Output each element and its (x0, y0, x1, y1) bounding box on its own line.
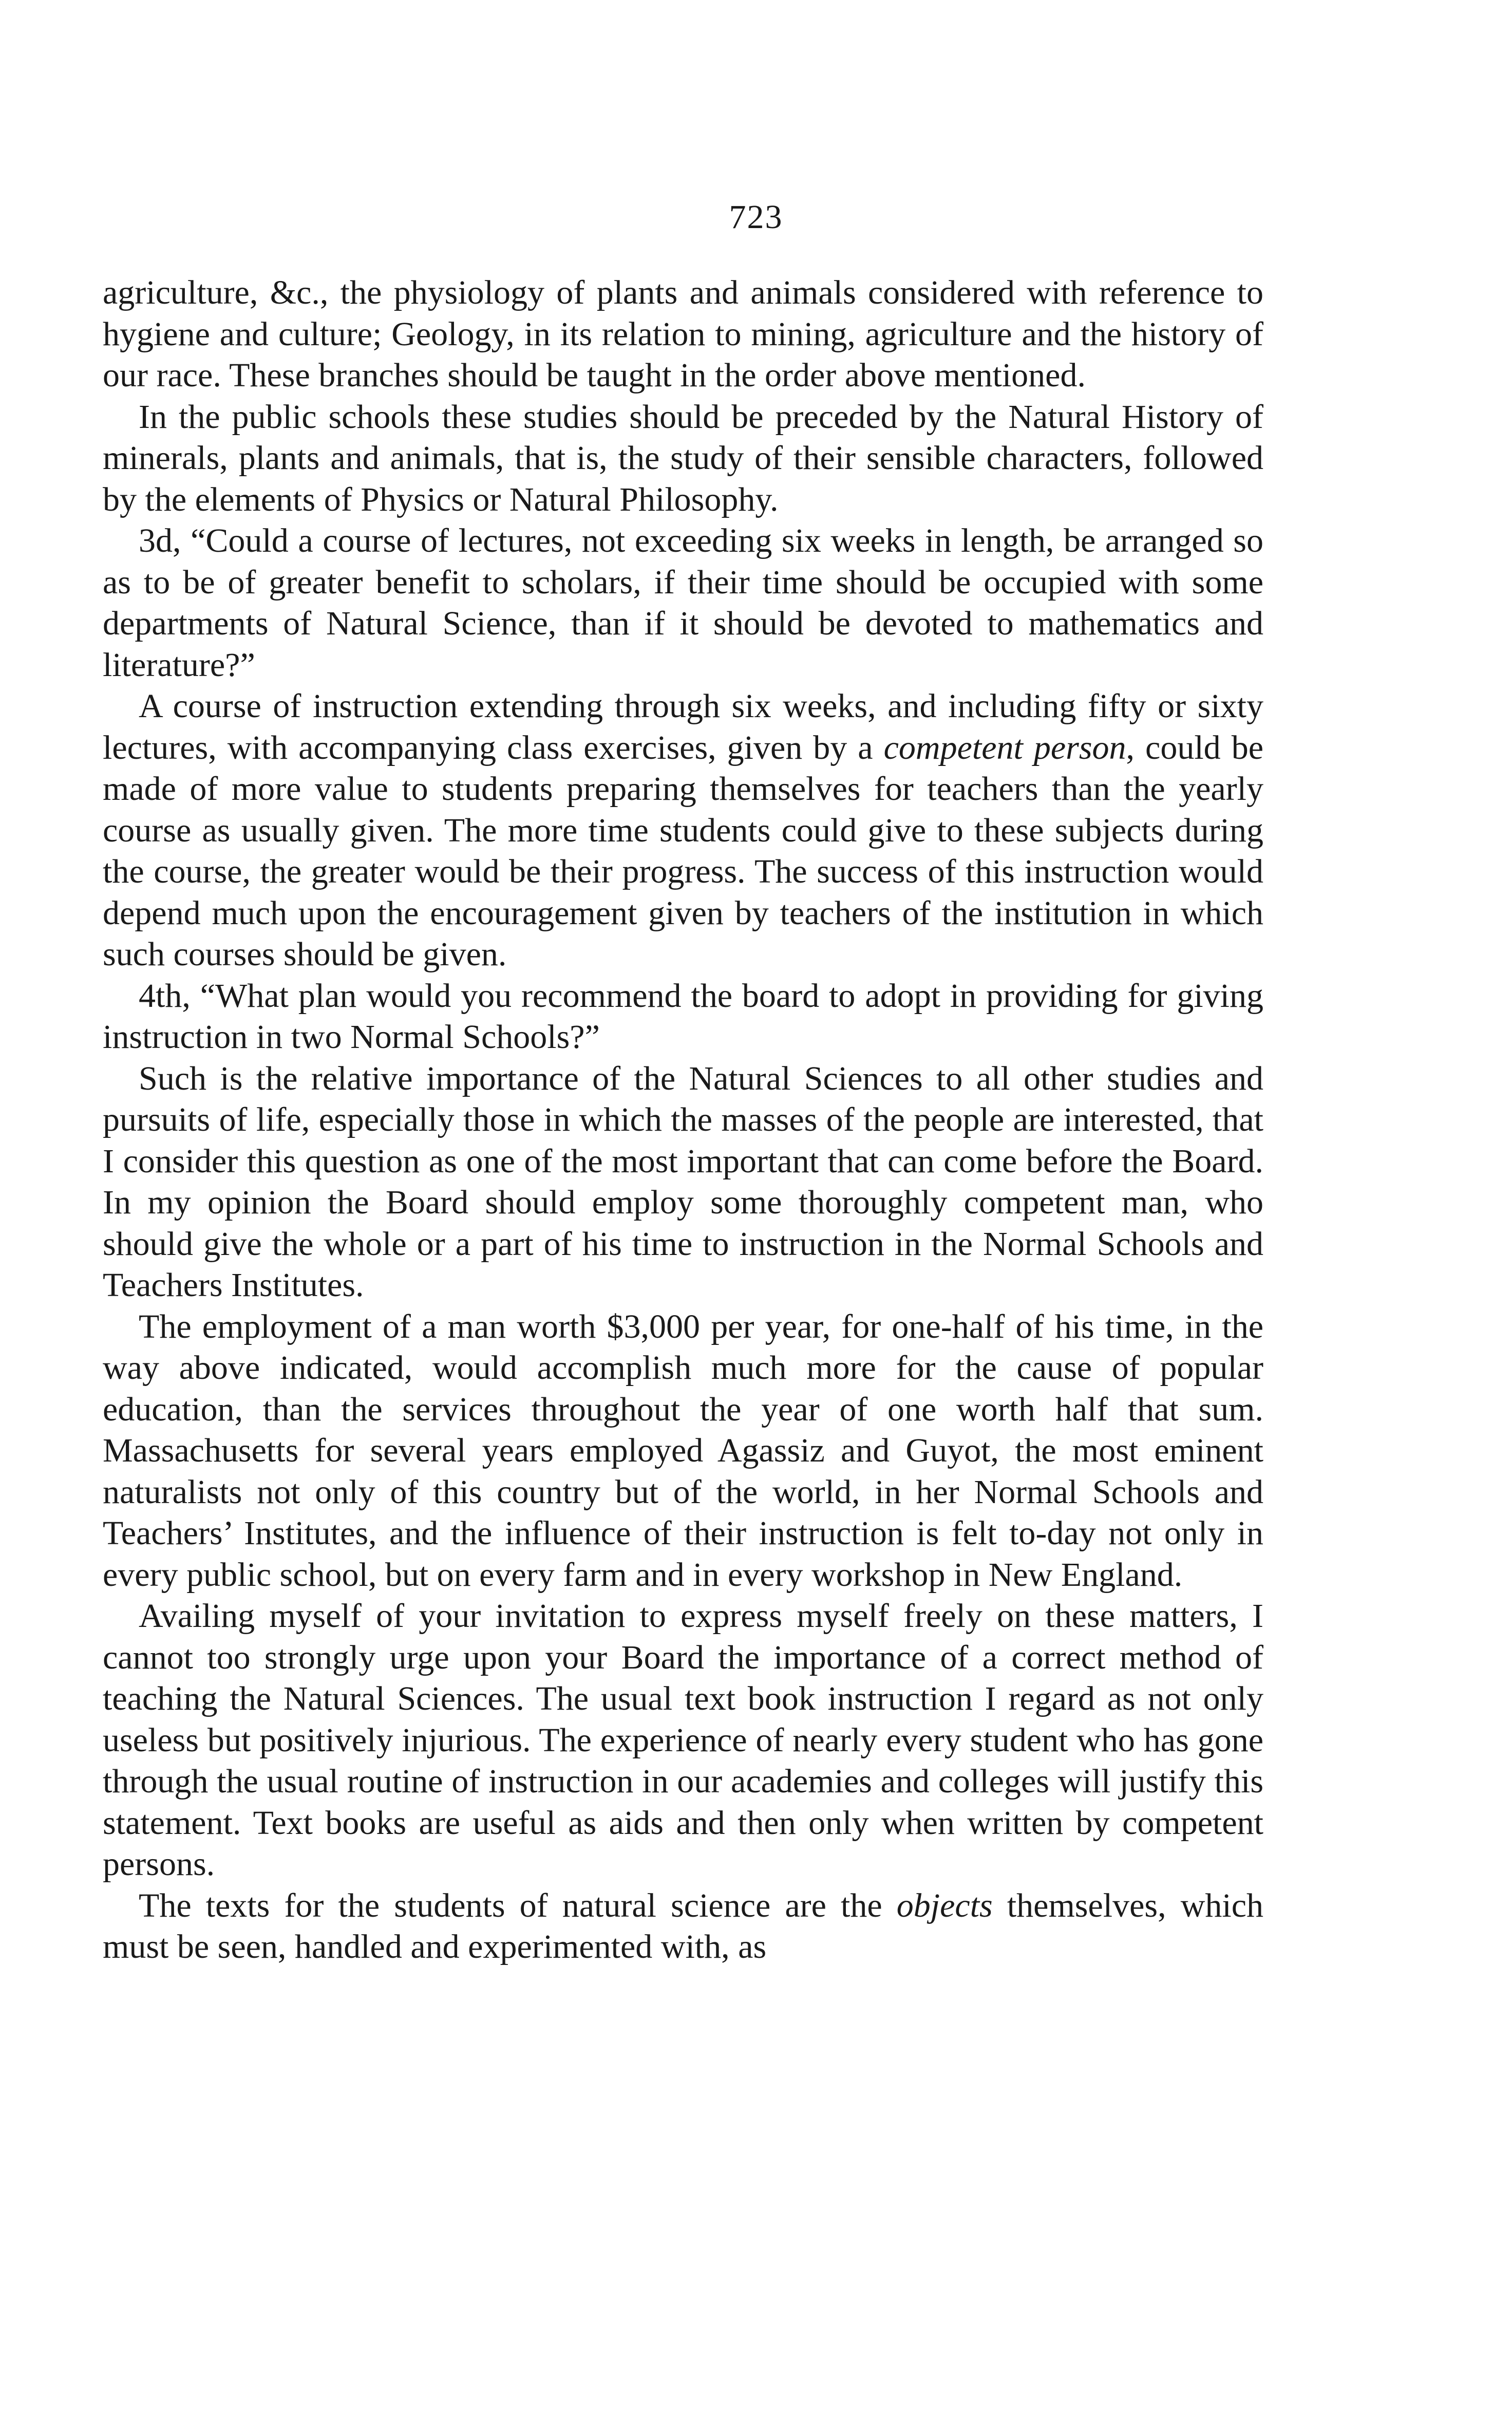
paragraph-2: In the public schools these studies should be preceded by the Natural History of minerals, plants and animals, that is, the study of their sensible characters, followed by the elements of Physics or Natural Philosophy. (103, 398, 1263, 518)
paragraph-5: 4th, “What plan would you recommend the board to adopt in providing for giving instruction in two Normal Schools?” (103, 977, 1263, 1056)
body-text (103, 272, 1263, 1968)
paragraph-9-after: themselves, which must be seen, handled and experimented with, as (103, 1886, 1263, 1965)
paragraph-6: Such is the relative importance of the Natural Sciences to all other studies and pursuits of life, especially those in which the masses of the people are interested, that I consider this question as one of the most important that can come before the Board. In my opinion the Board should employ some thoroughly competent man, who should give the whole or a part of his time to instruction in the Normal Schools and Teachers Institutes. (103, 1059, 1263, 1304)
paragraph-9-before: The texts for the students of natural science are the (139, 1886, 897, 1924)
paragraph-7: The employment of a man worth $3,000 per year, for one-half of his time, in the way above indicated, would accomplish much more for the cause of popular education, than the services throughout the year of one worth half that sum. Massachusetts for several years employed Agassiz and Guyot, the most eminent naturalists not only of this country but of the world, in her Normal Schools and Teachers’ Institutes, and the influence of their instruction is felt to-day not only in every public school, but on every farm and in every workshop in New England. (103, 1307, 1263, 1594)
paragraph-4-emphasis: competent person (883, 728, 1126, 766)
paragraph-1: agriculture, &c., the physiology of plants and animals considered with reference to hygiene and culture; Geology, in its relation to mining, agriculture and the history of our race. These branches should be taught in the order above mentioned. (103, 274, 1263, 394)
paragraph-4 (103, 686, 1263, 976)
paragraph-9 (103, 1885, 1263, 1968)
paragraph-9-emphasis: objects (896, 1886, 993, 1924)
paragraph-4-before: A course of instruction extending through six weeks, and including fifty or sixty lectures, with accompanying class exercises, given by a (103, 687, 1263, 766)
paragraph-3: 3d, “Could a course of lectures, not exceeding six weeks in length, be arranged so as to be of greater benefit to scholars, if their time should be occupied with some departments of Natural Science, than if it should be devoted to mathematics and literature?” (103, 522, 1263, 684)
paragraph-4-after: , could be made of more value to students preparing themselves for teachers than the yearly course as usually given. The more time students could give to these subjects during the course, the greater would be their progress. The success of this instruction would depend much upon the encouragement given by teachers of the institution in which such courses should be given. (103, 728, 1263, 973)
page-number: 723 (729, 198, 783, 236)
paragraph-8: Availing myself of your invitation to express myself freely on these matters, I cannot too strongly urge upon your Board the importance of a correct method of teaching the Natural Sciences. The usual text book instruction I regard as not only useless but positively injurious. The experience of nearly every student who has gone through the usual routine of instruction in our academies and colleges will justify this statement. Text books are useful as aids and then only when written by competent persons. (103, 1597, 1263, 1883)
